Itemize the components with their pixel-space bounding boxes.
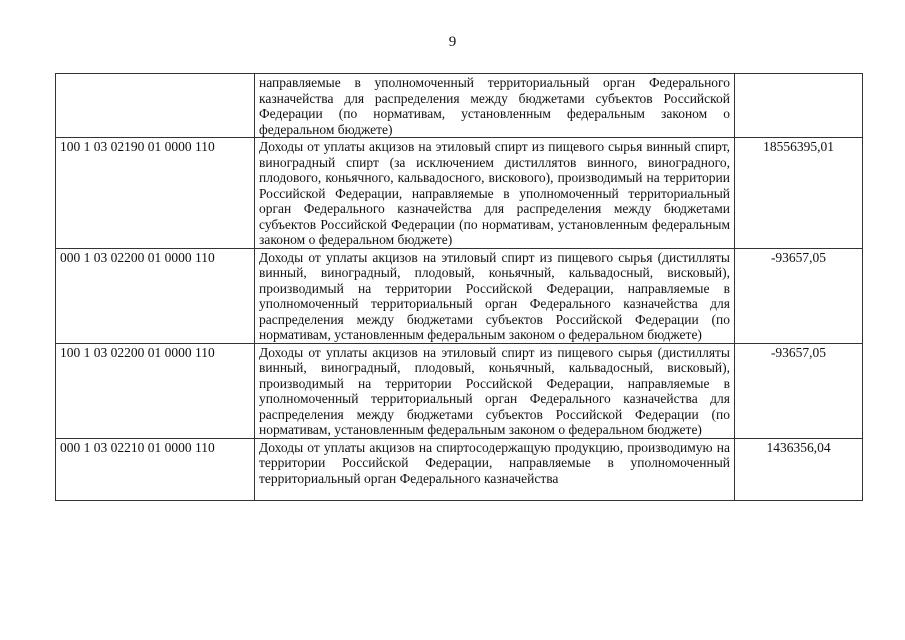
description-cell [255,438,735,500]
budget-code-cell: 000 1 03 02210 01 0000 110 [56,438,255,500]
revenue-table [55,73,863,501]
budget-code-cell: 100 1 03 02190 01 0000 110 [56,138,255,249]
table-row [56,438,863,500]
table-row [56,343,863,438]
amount-cell: -93657,05 [735,343,863,438]
description-cell: Доходы от уплаты акцизов на этиловый спирт из пищевого сырья (дистилляты винный, виноградный, плодовый, коньячный, кальвадосный, висковый), производимый на территории Российской Федерации, направляемые в уполномоченный территориальный орган Федерального казначейства для распределения между бюджетами субъектов Российской Федерации (по нормативам, установленным федеральным законом о федеральном бюджете) [255,343,735,438]
amount-cell [735,74,863,138]
description-cell: Доходы от уплаты акцизов на этиловый спирт из пищевого сырья (дистилляты винный, виноградный, плодовый, коньячный, кальвадосный, висковый), производимый на территории Российской Федерации, направляемые в уполномоченный территориальный орган Федерального казначейства для распределения между бюджетами субъектов Российской Федерации (по нормативам, установленным федеральным законом о федеральном бюджете) [255,248,735,343]
budget-code-cell: 000 1 03 02200 01 0000 110 [56,248,255,343]
budget-code-cell: 100 1 03 02200 01 0000 110 [56,343,255,438]
description-cell: Доходы от уплаты акцизов на этиловый спирт из пищевого сырья винный спирт, виноградный спирт (за исключением дистиллятов винного, виноградного, плодового, коньячного, кальвадосного, вискового), производимый на территории Российской Федерации, направляемые в уполномоченный территориальный орган Федерального казначейства для распределения между бюджетами субъектов Российской Федерации (по нормативам, установленным федеральным законом о федеральном бюджете) [255,138,735,249]
description-cell: направляемые в уполномоченный территориальный орган Федерального казначейства для распределения между бюджетами субъектов Российской Федерации (по нормативам, установленным федеральным законом о федеральном бюджете) [255,74,735,138]
table-row [56,74,863,138]
description-text: Доходы от уплаты акцизов на спиртосодержащую продукцию, производимую на территории Российской Федерации, направляемые в уполномоченный территориальный орган Федерального казначейства [259,439,730,486]
budget-code-cell [56,74,255,138]
table-row [56,248,863,343]
table-row [56,138,863,249]
page-number: 9 [448,34,457,50]
amount-cell: 1436356,04 [735,438,863,500]
amount-cell: -93657,05 [735,248,863,343]
amount-cell: 18556395,01 [735,138,863,249]
